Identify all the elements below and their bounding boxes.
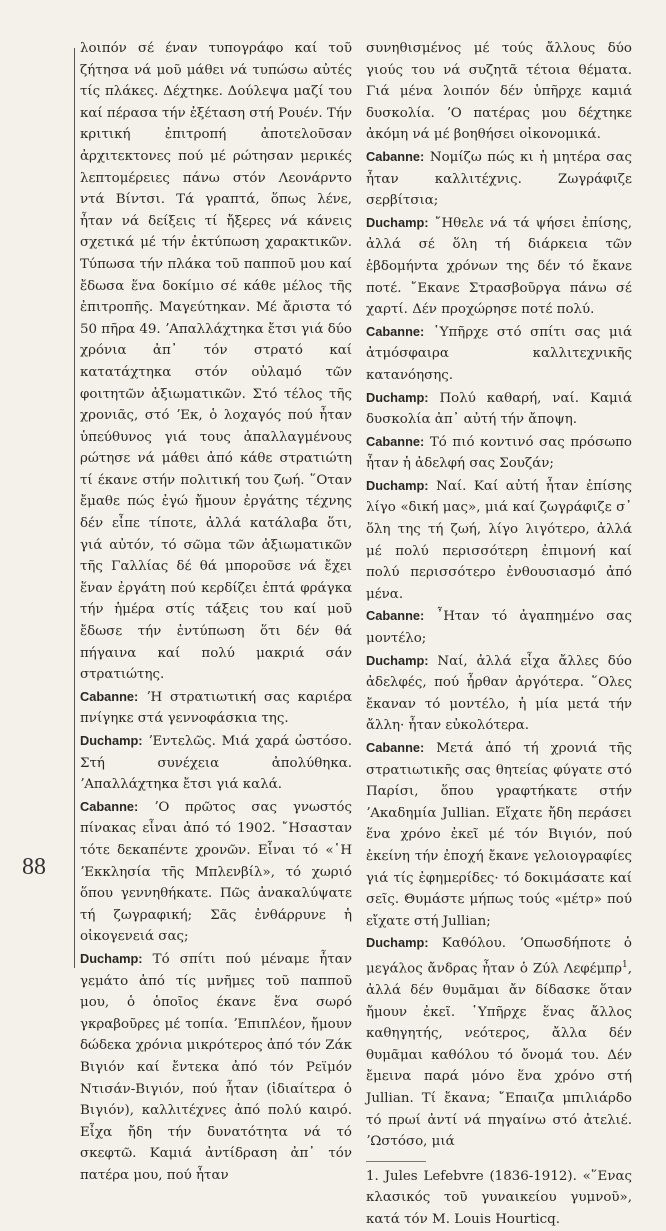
paragraph-text: Νομίζω πώς κι ἡ μητέρα σας ἦταν καλλιτέχνις. Ζωγράφιζε σερβίτσια;	[366, 149, 632, 209]
speaker-label: Cabanne:	[366, 323, 425, 339]
paragraph	[366, 212, 632, 321]
paragraph	[366, 321, 632, 387]
speaker-label: Cabanne:	[80, 688, 139, 704]
paragraph	[366, 475, 632, 606]
paragraph-text: , ἀλλά δέν θυμᾶμαι ἄν δίδασκε ὅταν ἤμουν ἐκεῖ. ῾Υπῆρχε ἕνας ἄλλος καθηγητής, νεότερος, ἄλλα δέν θυμᾶμαι καθόλου τό ὄνομά του. Δέν ἔμεινα παρά μόνο ἕνα χρόνο στή Jullian. Τί ἔκανα; ῎Επαιζα μπιλιάρδο τό πρωί ἀντί νά πηγαίνω στό ἀτελιέ. ʼΩστόσο, μιά	[366, 961, 632, 1150]
paragraph	[366, 146, 632, 212]
speaker-label: Duchamp:	[80, 950, 143, 966]
paragraph	[366, 932, 632, 1152]
speaker-label: Cabanne:	[366, 148, 425, 164]
paragraph	[366, 431, 632, 475]
column-rule	[74, 48, 75, 968]
paragraph-text: ῎Ηθελε νά τά ψήσει ἐπίσης, ἀλλά σέ ὅλη τή διάρκεια τῶν ἑβδομήντα χρόνων της δέν τό ἔκανε ποτέ. ῎Εκανε Στρασβοῦργα πάνω σέ χαρτί. Δέν προχώρησε ποτέ πολύ.	[366, 215, 632, 318]
paragraph-text: Τό πιό κοντινό σας πρόσωπο ἦταν ἡ ἀδελφή σας Σουζάν;	[366, 434, 632, 472]
paragraph-text: ʼΟ πρῶτος σας γνωστός πίνακας εἶναι ἀπό τό 1902. ῎Ησασταν τότε δεκαπέντε χρονῶν. Εἶναι τό «῾Η ʼΕκκλησία τῆς Μπλενβίλ», τό χωριό ὅπου γεννηθήκατε. Πῶς ἀνακαλύψατε τή ζωγραφική; Σᾶς ἐνθάρρυνε ἡ οἰκογενειά σας;	[80, 799, 352, 945]
footnote: 1. Jules Lefebvre (1836-1912). «῞Ενας κλασικός τοῦ γυναικείου γυμνοῦ», κατά τόν M. Louis Hourticq.	[366, 1168, 632, 1227]
page-number: 88	[22, 854, 46, 880]
speaker-label: Cabanne:	[366, 608, 425, 624]
paragraph-text: ῾Υπῆρχε στό σπίτι σας μιά ἀτμόσφαιρα καλλιτεχνικῆς κατανόησης.	[366, 324, 632, 383]
paragraph	[80, 38, 352, 686]
paragraph	[366, 650, 632, 737]
speaker-label: Cabanne:	[80, 798, 139, 814]
paragraph-text: ʼΕντελῶς. Μιά χαρά ὡστόσο. Στή συνέχεια ἀπολύθηκα. ʼΑπαλλάχτηκα ἔτσι γιά καλά.	[80, 734, 352, 793]
paragraph-text: Πολύ καθαρή, ναί. Καμιά δυσκολία ἀπ᾽ αὐτή τήν ἄποψη.	[366, 390, 632, 428]
footnote-marker: 1	[622, 959, 628, 970]
footnote-divider	[366, 1161, 426, 1162]
paragraph-text: Καθόλου. ʼΟπωσδήποτε ὁ μεγάλος ἄνδρας ἦταν ὁ Ζύλ Λεφέμπρ	[366, 936, 632, 977]
paragraph	[366, 605, 632, 649]
paragraph-text: Ναί, ἀλλά εἶχα ἄλλες δύο ἀδελφές, πού ἦρθαν ἀργότερα. ῞Ολες ἔκαναν τό μοντέλο, ἡ μία μετά τήν ἄλλη· ἦταν εὐκολότερα.	[366, 653, 632, 734]
speaker-label: Cabanne:	[366, 433, 425, 449]
paragraph	[80, 796, 352, 948]
paragraph	[366, 38, 632, 146]
paragraph-text: Ναί. Καί αὐτή ἦταν ἐπίσης λίγο «δική μας», μιά καί ζωγράφιζε σ᾽ ὅλη της τή ζωή, λίγο λιγότερο, ἀλλά μέ πολύ περισσότερη ἐπιμονή καί πολύ περισσότερο ἐνθουσιασμό ἀπό μένα.	[366, 478, 632, 602]
paragraph	[366, 737, 632, 932]
speaker-label: Cabanne:	[366, 740, 425, 755]
speaker-label: Duchamp:	[80, 733, 143, 748]
paragraph-text: Τό σπίτι πού μέναμε ἦταν γεμάτο ἀπό τίς μνῆμες τοῦ παπποῦ μου, ὁ ὁποῖος έκανε ἕνα σωρό γκραβοῦρες μέ τοπία. ʼΕπιπλέον, ἤμουν δώδεκα χρόνια μικρότερος ἀπό τόν Ζάκ Βιγιόν καί ἔντεκα ἀπό τόν Ρεϊμόν Ντισάν-Βιγιόν, πού ἦταν (ἰδιαίτερα ὁ Βιγιόν), καλλιτέχνες ἀπό πολύ καιρό. Εἶχα ἤδη τήν δυνατότητα νά τό σκεφτῶ. Καμιά ἀντίδραση ἀπ᾽ τόν πατέρα μου, πού ἦταν	[80, 951, 352, 1183]
right-column	[366, 38, 632, 1231]
speaker-label: Duchamp:	[366, 214, 429, 230]
paragraph-text: συνηθισμένος μέ τούς ἄλλους δύο γιούς του νά συζητᾶ τέτοια θέματα. Γιά μένα λοιπόν δέν ὑπῆρχε καμιά δυσκολία. ʼΟ πατέρας μου δέχτηκε ἀκόμη νά μέ βοηθήσει οἰκονομικά.	[366, 41, 632, 143]
speaker-label: Duchamp:	[366, 652, 429, 668]
paragraph-text: Μετά ἀπό τή χρονιά τῆς στρατιωτικῆς σας θητείας φύγατε στό Παρίσι, ὅπου γραφτήκατε στήν ʼΑκαδημία Jullian. Εἴχατε ἤδη περάσει ἕνα χρόνο ἐκεῖ μέ τόν Βιγιόν, πού ἐκείνη τήν ἐποχή ἔκανε γελοιογραφίες γιά τίς ἐφημερίδες· τό δοκιμάσατε καί σεῖς. Θυμάστε μήπως τούς «μέτρ» πού εἴχατε στή Jullian;	[366, 741, 632, 929]
paragraph-text: λοιπόν σέ έναν τυπογράφο καί τοῦ ζήτησα νά μοῦ μάθει νά τυπώσω αὐτές τίς πλάκες. Δέχτηκε. Δούλεψα μαζί του καί πέρασα τήν ἐξέταση στή Ρουέν. Τήν κριτική ἐπιτροπή ἀποτελοῦσαν ἀρχιτεκτονες πού μέ ρώτησαν μερικές λεπτομέρειες πάνω στόν Λεονάρντο ντά Βίντσι. Τά γραπτά, ὅπως λένε, ἦταν νά δείξεις τί ἤξερες νά κάνεις σχετικά μέ τήν ἐκτύπωση χαρακτικῶν. Τύπωσα τήν πλάκα τοῦ παπποῦ μου καί ἔδωσα ἕνα δοκίμιο σέ κάθε μέλος τῆς ἐπιτροπῆς. Μαγεύτηκαν. Μέ ἄριστα τό 50 πῆρα 49. ʼΑπαλλάχτηκα ἔτσι γιά δύο χρόνια ἀπ᾽ τόν στρατό καί κατατάχτηκα στόν οὐλαμό τῶν φοιτητῶν ἀξιωματικῶν. Στό τέλος τῆς χρονιᾶς, στό ʼΕκ, ὁ λοχαγός πού ἦταν ὑπεύθυνος γιά τους ἀπαλλαγμένους ρώτησε νά μάθει ἀπό κάθε στρατιώτη τί έκανε στήν πολιτική του ζωή. ῞Οταν ἔμαθε πώς ἐγώ ἤμουν ἐργάτης τέχνης δέν εἶπε τίποτε, ἀλλά κατάλαβα ὅτι, γιά αὐτόν, τό σῶμα τῶν ἀξιωματικῶν τῆς Γαλλίας δέ θά μποροῦσε νά ἔχει ἕναν ἐργάτη πού κερδίζει ἑπτά φράγκα τήν ἡμέρα στίς τάξεις του καί μοῦ ἔδωσε τήν ἐντύπωση ὅτι δέν θά πήγαινα καί πολύ μακριά σάν στρατιώτης.	[80, 41, 352, 683]
paragraph	[80, 686, 352, 730]
speaker-label: Duchamp:	[366, 935, 429, 951]
paragraph	[366, 387, 632, 431]
speaker-label: Duchamp:	[366, 389, 429, 405]
paragraph-text: ʼΗ στρατιωτική σας καριέρα πνίγηκε στά γεννοφάσκια της.	[80, 689, 352, 727]
paragraph	[80, 948, 352, 1187]
paragraph	[80, 730, 352, 796]
left-column	[80, 38, 352, 1186]
speaker-label: Duchamp:	[366, 477, 429, 493]
paragraph-text: ῏Ηταν τό ἀγαπημένο σας μοντέλο;	[366, 609, 632, 647]
